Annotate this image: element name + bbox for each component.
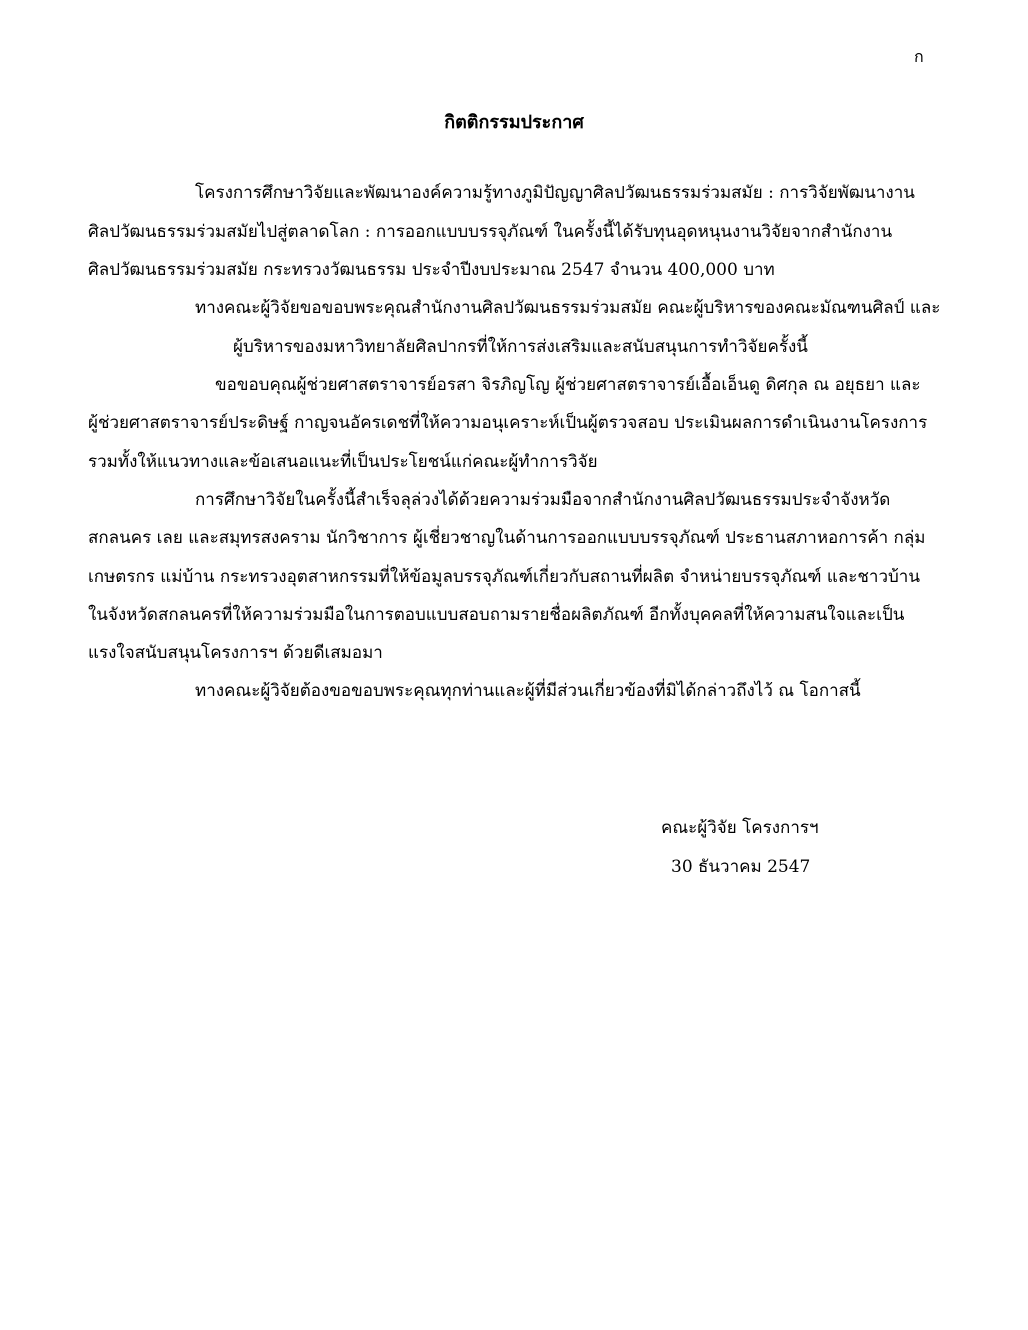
paragraph-line: ผู้ช่วยศาสตราจารย์ประดิษฐ์ กาญจนอัครเดชที่ให้ความอนุเคราะห์เป็นผู้ตรวจสอบ ประเมินผลการดำเนินงานโครงการ	[88, 413, 928, 433]
paragraph-line: การศึกษาวิจัยในครั้งนี้สำเร็จลุล่วงได้ด้วยความร่วมมือจากสำนักงานศิลปวัฒนธรรมประจำจังหวัด	[195, 490, 891, 510]
paragraph-line: สกลนคร เลย และสมุทรสงคราม นักวิชาการ ผู้เชี่ยวชาญในด้านการออกแบบบรรจุภัณฑ์ ประธานสภาหอการค้า กลุ่ม	[88, 528, 926, 548]
paragraph-line: แรงใจสนับสนุนโครงการฯ ด้วยดีเสมอมา	[88, 643, 383, 663]
paragraph-line: ผู้บริหารของมหาวิทยาลัยศิลปากรที่ให้การส่งเสริมและสนับสนุนการทำวิจัยครั้งนี้	[233, 337, 808, 357]
paragraph-line: ศิลปวัฒนธรรมร่วมสมัย กระทรวงวัฒนธรรม ประจำปีงบประมาณ 2547 จำนวน 400,000 บาท	[88, 260, 775, 280]
paragraph-line: ขอขอบคุณผู้ช่วยศาสตราจารย์อรสา จิรภิญโญ ผู้ช่วยศาสตราจารย์เอื้อเอ็นดู ดิศกุล ณ อยุธยา และ	[215, 375, 921, 395]
page-number: ก	[914, 47, 924, 66]
paragraph-line: รวมทั้งให้แนวทางและข้อเสนอแนะที่เป็นประโยชน์แก่คณะผู้ทำการวิจัย	[88, 452, 598, 472]
paragraph-line: ศิลปวัฒนธรรมร่วมสมัยไปสู่ตลาดโลก : การออกแบบบรรจุภัณฑ์ ในครั้งนี้ได้รับทุนอุดหนุนงานวิจัยจากสำนักงาน	[88, 222, 893, 242]
paragraph-line: โครงการศึกษาวิจัยและพัฒนาองค์ความรู้ทางภูมิปัญญาศิลปวัฒนธรรมร่วมสมัย : การวิจัยพัฒนางาน	[195, 183, 915, 203]
paragraph-line: ทางคณะผู้วิจัยต้องขอขอบพระคุณทุกท่านและผู้ที่มีส่วนเกี่ยวข้องที่มิได้กล่าวถึงไว้ ณ โอกาสนี้	[195, 681, 861, 701]
document-title: กิตติกรรมประกาศ	[444, 112, 584, 133]
paragraph-line: ในจังหวัดสกลนครที่ให้ความร่วมมือในการตอบแบบสอบถามรายชื่อผลิตภัณฑ์ อีกทั้งบุคคลที่ให้ความสนใจและเป็น	[88, 605, 905, 625]
paragraph-line: ทางคณะผู้วิจัยขอขอบพระคุณสำนักงานศิลปวัฒนธรรมร่วมสมัย คณะผู้บริหารของคณะมัณฑนศิลป์ และ	[195, 298, 941, 318]
signature-name: คณะผู้วิจัย โครงการฯ	[661, 818, 819, 838]
paragraph-line: เกษตรกร แม่บ้าน กระทรวงอุตสาหกรรมที่ให้ข้อมูลบรรจุภัณฑ์เกี่ยวกับสถานที่ผลิต จำหน่ายบรรจุภัณฑ์ และชาวบ้าน	[88, 567, 920, 587]
signature-date: 30 ธันวาคม 2547	[671, 857, 811, 877]
